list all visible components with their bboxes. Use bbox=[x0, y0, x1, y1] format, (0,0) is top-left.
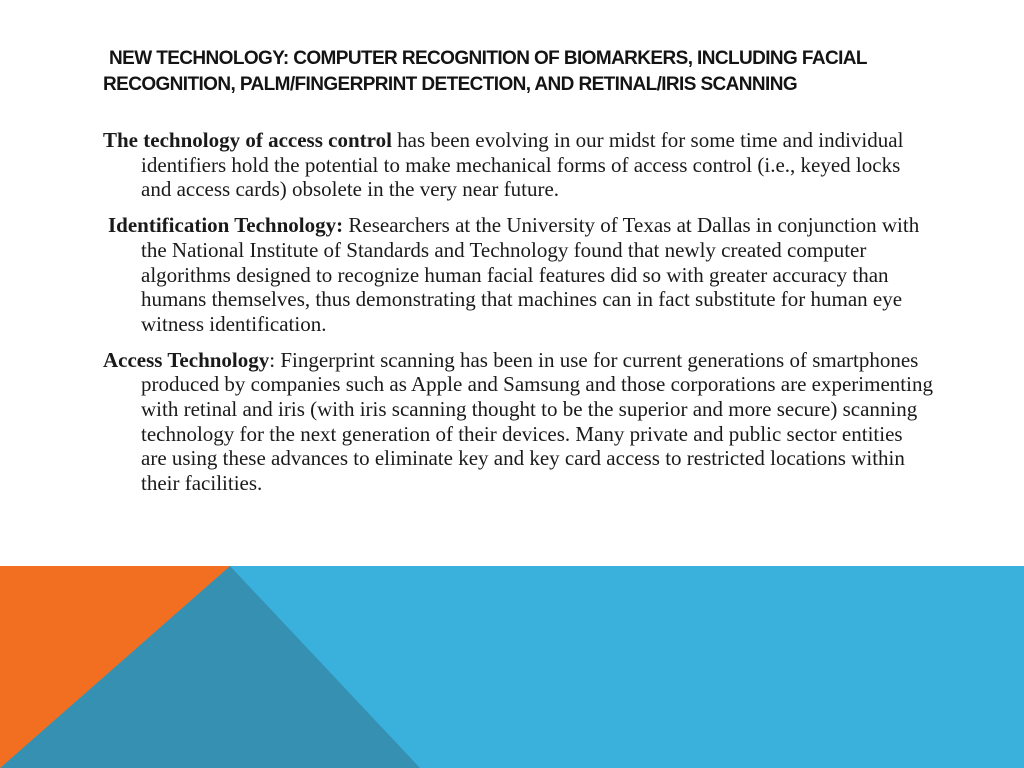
paragraph-text: Researchers at the University of Texas at Dallas in conjunction with the National Institute of Standards and Technology found that newly created computer algorithms designed to recognize human facial features did so with greater accuracy than humans themselves, thus demonstrating that machines can in fact substitute for human eye witness identification. bbox=[141, 213, 920, 336]
slide-title-line-1: NEW TECHNOLOGY: COMPUTER RECOGNITION OF BIOMARKERS, INCLUDING FACIAL bbox=[109, 48, 867, 69]
decorative-footer-band bbox=[0, 566, 1024, 768]
paragraph-lead: Access Technology bbox=[103, 347, 270, 372]
paragraph-identification-technology bbox=[103, 213, 933, 337]
slide-title bbox=[103, 46, 963, 98]
slide-title-line-2: RECOGNITION, PALM/FINGERPRINT DETECTION, AND RETINAL/IRIS SCANNING bbox=[103, 74, 798, 95]
slide-body bbox=[103, 128, 933, 507]
paragraph-access-control bbox=[103, 128, 933, 202]
paragraph-access-technology bbox=[103, 348, 933, 496]
paragraph-lead: The technology of access control bbox=[103, 128, 392, 152]
paragraph-text: : Fingerprint scanning has been in use for current generations of smartphones produced by companies such as Apple and Samsung and those corporations are experimenting with retinal and iris (with iris scanning thought to be the superior and more secure) scanning technology for the next generation of their devices. Many private and public sector entities are using these advances to eliminate key and key card access to restricted locations within their facilities. bbox=[141, 347, 933, 496]
paragraph-text: has been evolving in our midst for some time and individual identifiers hold the potential to make mechanical forms of access control (i.e., keyed locks and access cards) obsolete in the very near future. bbox=[141, 128, 904, 202]
paragraph-lead: Identification Technology: bbox=[108, 213, 344, 238]
